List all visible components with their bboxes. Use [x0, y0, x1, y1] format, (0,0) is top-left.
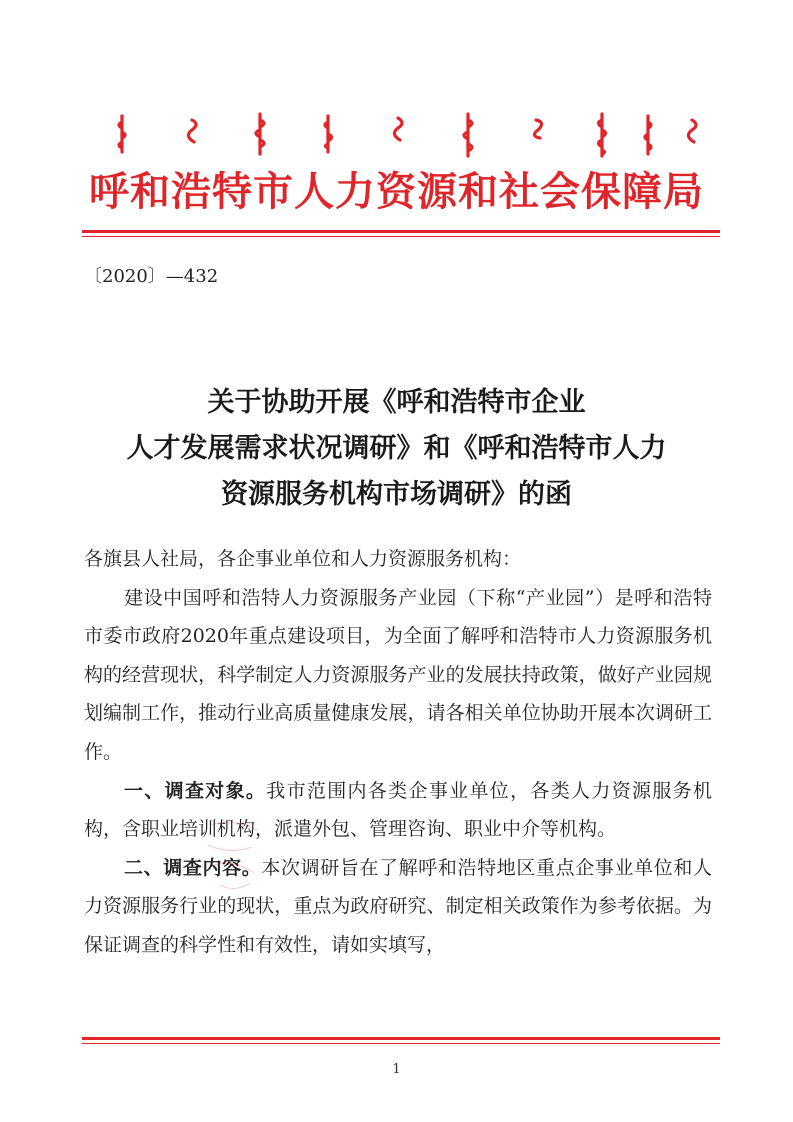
title-line: 关于协助开展《呼和浩特市企业: [207, 387, 586, 418]
document-body: [84, 540, 712, 965]
section-2-body: 本次调研旨在了解呼和浩特地区重点企事业单位和人力资源服务行业的现状，重点为政府研究、制定相关政策作为参考依据。为保证调查的科学性和有效性，请如实填写，: [84, 856, 712, 956]
faint-seal-mark: [200, 815, 270, 905]
section-1: [84, 772, 712, 849]
title-line: 资源服务机构市场调研》的函: [221, 479, 572, 510]
section-2: [84, 849, 712, 965]
document-number: 〔2020〕—432: [84, 266, 219, 287]
document-title: [0, 380, 793, 518]
salutation: 各旗县人社局，各企事业单位和人力资源服务机构：: [84, 548, 522, 570]
header-divider: [82, 230, 720, 237]
paragraph: 建设中国呼和浩特人力资源服务产业园（下称“产业园”）是呼和浩特市委市政府2020年重点建设项目，为全面了解呼和浩特市人力资源服务机构的经营现状，科学制定人力资源服务产业的发展扶持政策，做好产业园规划编制工作，推动行业高质量健康发展，请各相关单位协助开展本次调研工作。: [84, 586, 712, 763]
section-1-body: 我市范围内各类企事业单位，各类人力资源服务机构，含职业培训机构，派遣外包、管理咨询、职业中介等机构。: [84, 779, 712, 841]
page-number: 1: [392, 1062, 401, 1077]
title-line: 人才发展需求状况调研》和《呼和浩特市人力: [126, 433, 667, 464]
footer-divider: [82, 1037, 720, 1044]
section-1-heading: 一、调查对象。: [124, 779, 267, 802]
mongolian-script-logo: [100, 112, 700, 158]
agency-name: 呼和浩特市人力资源和社会保障局: [89, 168, 704, 215]
section-2-heading: 二、调查内容。: [124, 856, 262, 879]
